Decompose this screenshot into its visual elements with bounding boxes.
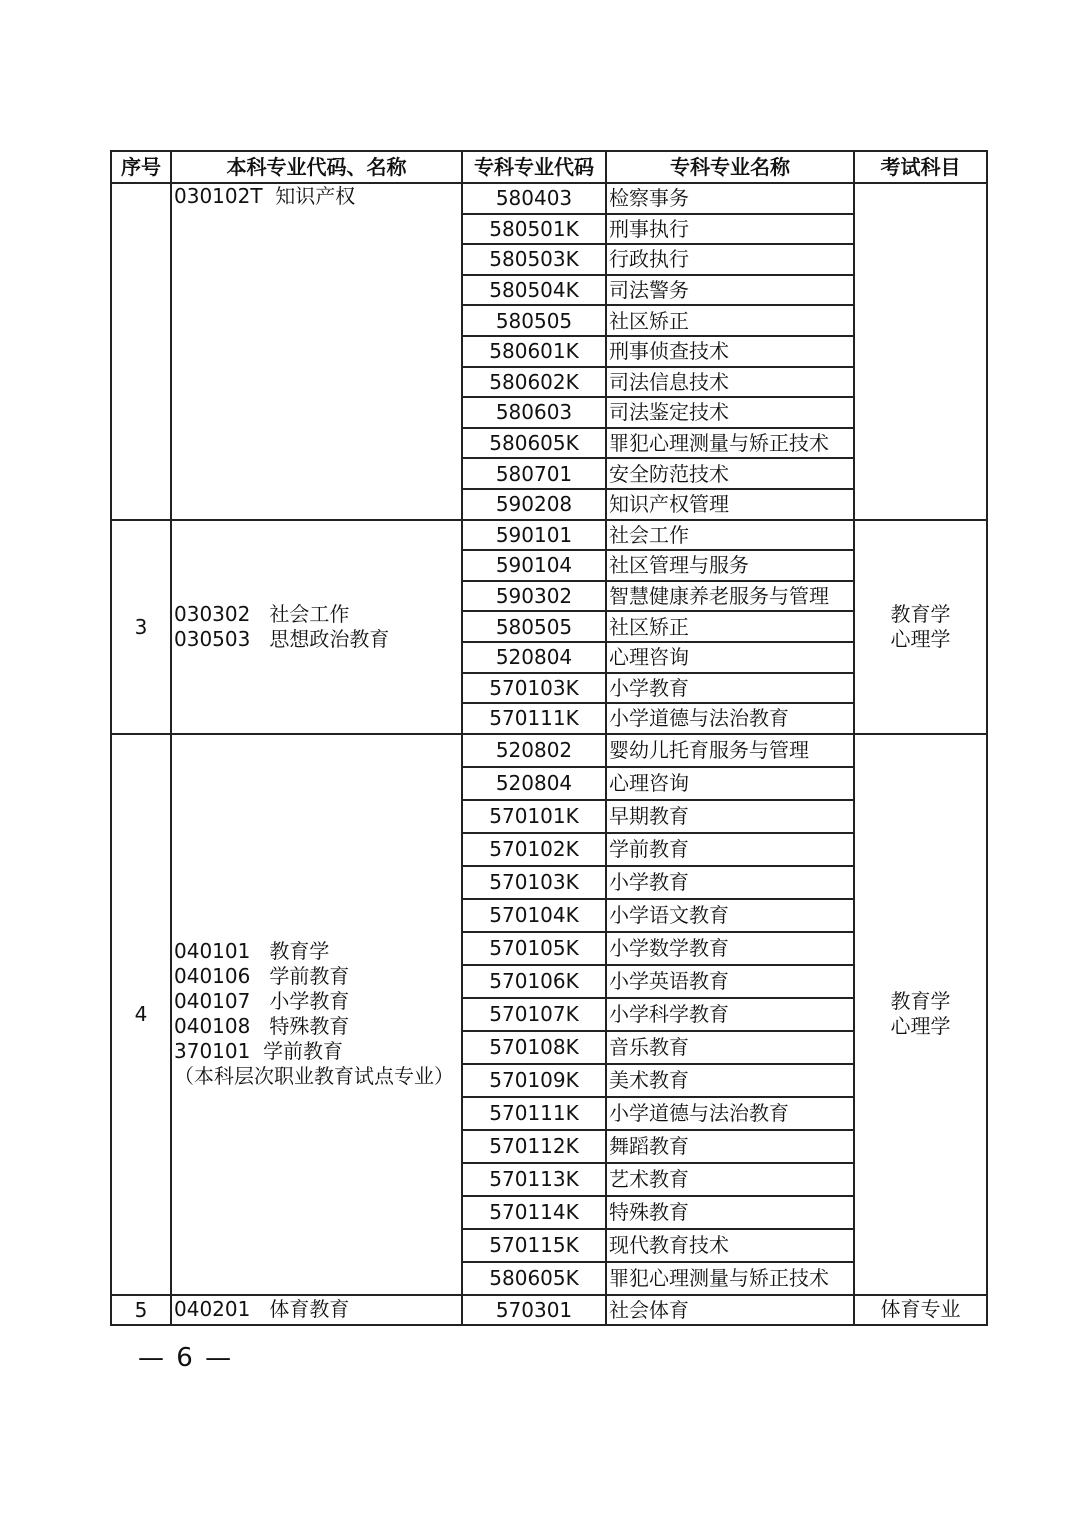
college-major-code: 570112K (462, 1130, 606, 1163)
college-major-code: 580501K (462, 214, 606, 245)
college-major-name: 小学语文教育 (606, 899, 854, 932)
bachelor-majors-cell (171, 734, 462, 1295)
college-major-name: 小学教育 (606, 673, 854, 704)
bachelor-major: 040101 教育学 (174, 939, 330, 964)
college-major-name: 小学英语教育 (606, 965, 854, 998)
header-college-code: 专科专业代码 (462, 151, 606, 183)
college-major-name: 特殊教育 (606, 1196, 854, 1229)
college-major-code: 520804 (462, 767, 606, 800)
college-major-code: 580605K (462, 1262, 606, 1295)
header-index: 序号 (111, 151, 171, 183)
college-major-code: 580503K (462, 244, 606, 275)
college-major-name: 罪犯心理测量与矫正技术 (606, 428, 854, 459)
college-major-name: 刑事侦查技术 (606, 336, 854, 367)
table-body (111, 183, 987, 1325)
table-header-row (111, 151, 987, 183)
college-major-code: 570111K (462, 703, 606, 734)
college-major-name: 智慧健康养老服务与管理 (606, 581, 854, 612)
college-major-code: 590104 (462, 550, 606, 581)
college-major-name: 司法信息技术 (606, 367, 854, 398)
college-major-code: 590208 (462, 489, 606, 520)
college-major-name: 司法警务 (606, 275, 854, 306)
college-major-code: 520804 (462, 642, 606, 673)
college-major-code: 570113K (462, 1163, 606, 1196)
bachelor-majors-cell (171, 1295, 462, 1326)
college-major-code: 580505 (462, 611, 606, 642)
college-major-name: 刑事执行 (606, 214, 854, 245)
college-major-name: 社会工作 (606, 520, 854, 551)
table-row (111, 1295, 987, 1326)
college-major-code: 570101K (462, 800, 606, 833)
bachelor-major: 040108 特殊教育 (174, 1014, 350, 1039)
table-row (111, 734, 987, 767)
college-major-name: 行政执行 (606, 244, 854, 275)
exam-subject: 教育学 (890, 989, 951, 1014)
college-major-name: 司法鉴定技术 (606, 397, 854, 428)
college-major-name: 艺术教育 (606, 1163, 854, 1196)
college-major-name: 社区矫正 (606, 611, 854, 642)
college-major-name: 小学道德与法治教育 (606, 1097, 854, 1130)
college-major-name: 音乐教育 (606, 1031, 854, 1064)
bachelor-major: 030302 社会工作 (174, 601, 350, 626)
college-major-name: 社会体育 (606, 1295, 854, 1326)
exam-subject-cell (854, 734, 987, 1295)
college-major-code: 570109K (462, 1064, 606, 1097)
exam-subject-cell (854, 1295, 987, 1326)
college-major-name: 知识产权管理 (606, 489, 854, 520)
college-major-code: 570301 (462, 1295, 606, 1326)
college-major-name: 社区矫正 (606, 305, 854, 336)
college-major-code: 580603 (462, 397, 606, 428)
bachelor-majors-cell (171, 520, 462, 734)
college-major-name: 安全防范技术 (606, 458, 854, 489)
header-bachelor-major: 本科专业代码、名称 (171, 151, 462, 183)
college-major-code: 580605K (462, 428, 606, 459)
college-major-code: 570106K (462, 965, 606, 998)
college-major-name: 学前教育 (606, 833, 854, 866)
college-major-code: 570114K (462, 1196, 606, 1229)
college-major-code: 570105K (462, 932, 606, 965)
college-major-name: 早期教育 (606, 800, 854, 833)
college-major-name: 小学教育 (606, 866, 854, 899)
exam-subject-cell (854, 183, 987, 520)
exam-subject: 教育学 (890, 601, 951, 626)
college-major-name: 心理咨询 (606, 767, 854, 800)
college-major-code: 570104K (462, 899, 606, 932)
college-major-name: 现代教育技术 (606, 1229, 854, 1262)
college-major-code: 580504K (462, 275, 606, 306)
college-major-code: 570103K (462, 673, 606, 704)
exam-subject-cell (854, 520, 987, 734)
bachelor-major: 040201 体育教育 (174, 1297, 350, 1322)
bachelor-major: （本科层次职业教育试点专业） (174, 1064, 454, 1089)
college-major-name: 小学科学教育 (606, 998, 854, 1031)
college-major-name: 美术教育 (606, 1064, 854, 1097)
college-major-code: 580505 (462, 305, 606, 336)
college-major-code: 580601K (462, 336, 606, 367)
college-major-name: 舞蹈教育 (606, 1130, 854, 1163)
college-major-code: 590302 (462, 581, 606, 612)
bachelor-major: 030503 思想政治教育 (174, 626, 390, 651)
group-index: 3 (111, 520, 171, 734)
college-major-code: 570103K (462, 866, 606, 899)
bachelor-majors-cell (171, 183, 462, 520)
major-table (110, 150, 988, 1326)
college-major-code: 570115K (462, 1229, 606, 1262)
college-major-code: 580602K (462, 367, 606, 398)
college-major-name: 检察事务 (606, 183, 854, 214)
college-major-name: 社区管理与服务 (606, 550, 854, 581)
exam-subject: 心理学 (890, 1014, 951, 1039)
bachelor-major: 370101 学前教育 (174, 1039, 344, 1064)
table-row (111, 183, 987, 214)
page-number: — 6 — (138, 1343, 234, 1373)
college-major-code: 570107K (462, 998, 606, 1031)
college-major-name: 罪犯心理测量与矫正技术 (606, 1262, 854, 1295)
group-index: 5 (111, 1295, 171, 1326)
college-major-name: 小学数学教育 (606, 932, 854, 965)
college-major-name: 婴幼儿托育服务与管理 (606, 734, 854, 767)
bachelor-major: 030102T 知识产权 (174, 184, 356, 208)
group-index: 4 (111, 734, 171, 1295)
college-major-code: 590101 (462, 520, 606, 551)
college-major-name: 小学道德与法治教育 (606, 703, 854, 734)
bachelor-major: 040107 小学教育 (174, 989, 350, 1014)
college-major-code: 580403 (462, 183, 606, 214)
college-major-code: 570108K (462, 1031, 606, 1064)
exam-subject: 体育专业 (880, 1297, 961, 1322)
college-major-code: 580701 (462, 458, 606, 489)
group-index (111, 183, 171, 520)
college-major-code: 520802 (462, 734, 606, 767)
exam-subject: 心理学 (890, 626, 951, 651)
header-college-name: 专科专业名称 (606, 151, 854, 183)
table-row (111, 520, 987, 551)
college-major-code: 570111K (462, 1097, 606, 1130)
bachelor-major: 040106 学前教育 (174, 964, 350, 989)
college-major-code: 570102K (462, 833, 606, 866)
college-major-name: 心理咨询 (606, 642, 854, 673)
header-exam-subject: 考试科目 (854, 151, 987, 183)
